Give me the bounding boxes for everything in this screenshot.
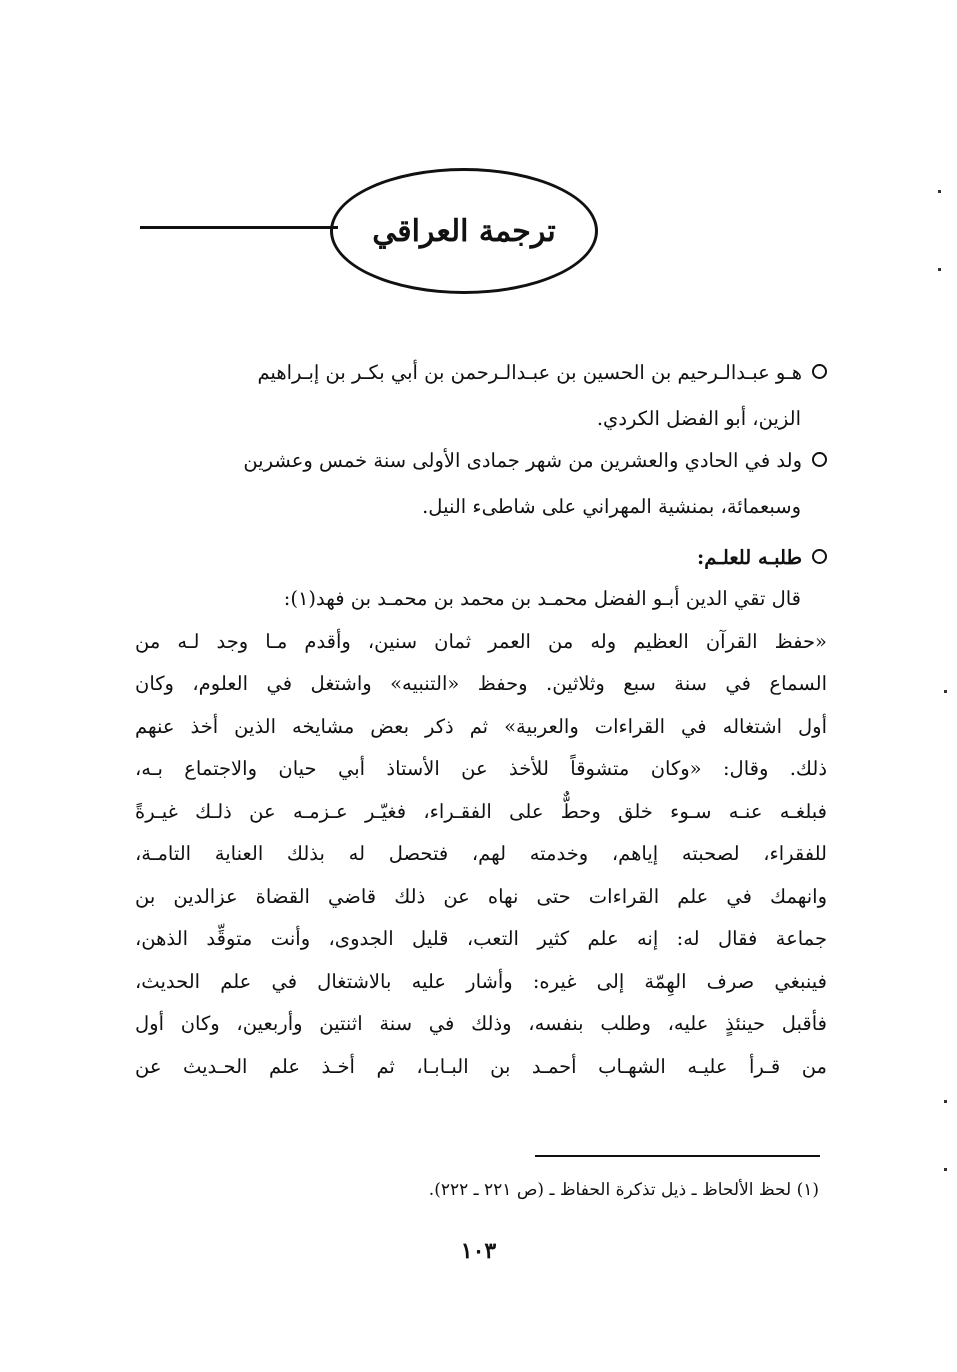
title-rule bbox=[140, 226, 338, 229]
paragraph-line: للفقراء، لصحبته إياهم، وخدمته لهم، فتحصل له بذلك العناية التامـة، bbox=[135, 842, 827, 865]
scan-speck bbox=[944, 1168, 947, 1171]
paragraph-line: أول اشتغاله في القراءات والعربية» ثم ذكر بعض مشايخه الذين أخذ عنهم bbox=[135, 714, 827, 738]
scan-speck bbox=[944, 690, 947, 693]
bullet-line: وسبعمائة، بمنشية المهراني على شاطىء النيل. bbox=[422, 495, 801, 518]
chapter-title: ترجمة العراقي bbox=[372, 213, 556, 249]
paragraph-line: فأقبل حينئذٍ عليه، وطلب بنفسه، وذلك في سنة اثنتين وأربعين، وكان أول bbox=[135, 1012, 827, 1035]
section-heading-row bbox=[135, 535, 827, 581]
circle-bullet-icon bbox=[812, 549, 827, 564]
circle-bullet-icon bbox=[812, 452, 827, 467]
paragraph-line: السماع في سنة سبع وثلاثين. وحفظ «التنبيه» واشتغل في العلوم، وكان bbox=[135, 672, 828, 695]
paragraph-line: جماعة فقال له: إنه علم كثير التعب، قليل الجدوى، وأنت متوقِّد الذهن، bbox=[135, 927, 827, 950]
scan-speck bbox=[938, 190, 941, 193]
paragraph-line: فينبغي صرف الهِمّة إلى غيره: وأشار عليه بالاشتغال في علم الحديث، bbox=[135, 969, 827, 993]
body-paragraph bbox=[135, 578, 827, 1088]
bullet-item-name bbox=[135, 350, 827, 442]
page-number: ١٠٣ bbox=[460, 1238, 497, 1264]
circle-bullet-icon bbox=[812, 364, 827, 379]
paragraph-line: قال تقي الدين أبـو الفضل محمـد بن محمد بن محمـد بن فهد(١): bbox=[283, 587, 801, 610]
paragraph-line: وانهمك في علم القراءات حتى نهاه عن ذلك قاضي القضاة عزالدين بن bbox=[135, 884, 827, 908]
paragraph-line: «حفظ القرآن العظيم وله من العمر ثمان سنين، وأقدم مـا وجد لـه من bbox=[135, 629, 827, 653]
paragraph-line: ذلك. وقال: «وكان متشوقاً للأخذ عن الأستاذ أبي حيان والاجتماع بـه، bbox=[135, 757, 827, 780]
footnote: (١) لحظ الألحاظ ـ ذيل تذكرة الحفاظ ـ (ص ٢٢١ ـ ٢٢٢). bbox=[428, 1180, 819, 1200]
bullet-line: هـو عبـدالـرحيم بن الحسين بن عبـدالـرحمن بن أبي بكـر بن إبـراهيم bbox=[257, 361, 802, 384]
bullet-item-birth bbox=[135, 438, 827, 530]
title-oval-frame bbox=[330, 168, 598, 294]
bullet-line: ولد في الحادي والعشرين من شهر جمادى الأولى سنة خمس وعشرين bbox=[243, 449, 802, 472]
bullet-line: الزين، أبو الفضل الكردي. bbox=[596, 407, 801, 430]
paragraph-line: من قـرأ عليـه الشهـاب أحمـد بن البـابـا، ثم أخـذ علم الحـديث عن bbox=[135, 1054, 827, 1078]
paragraph-line: فبلغـه عنـه سـوء خلق وحطٌّ على الفقـراء، فغيّـر عـزمـه عن ذلـك غيـرةً bbox=[135, 799, 827, 823]
section-heading: طلبـه للعلـم: bbox=[697, 546, 802, 569]
scan-speck bbox=[944, 1100, 947, 1103]
footnote-separator bbox=[535, 1155, 820, 1157]
scan-speck bbox=[938, 268, 941, 271]
